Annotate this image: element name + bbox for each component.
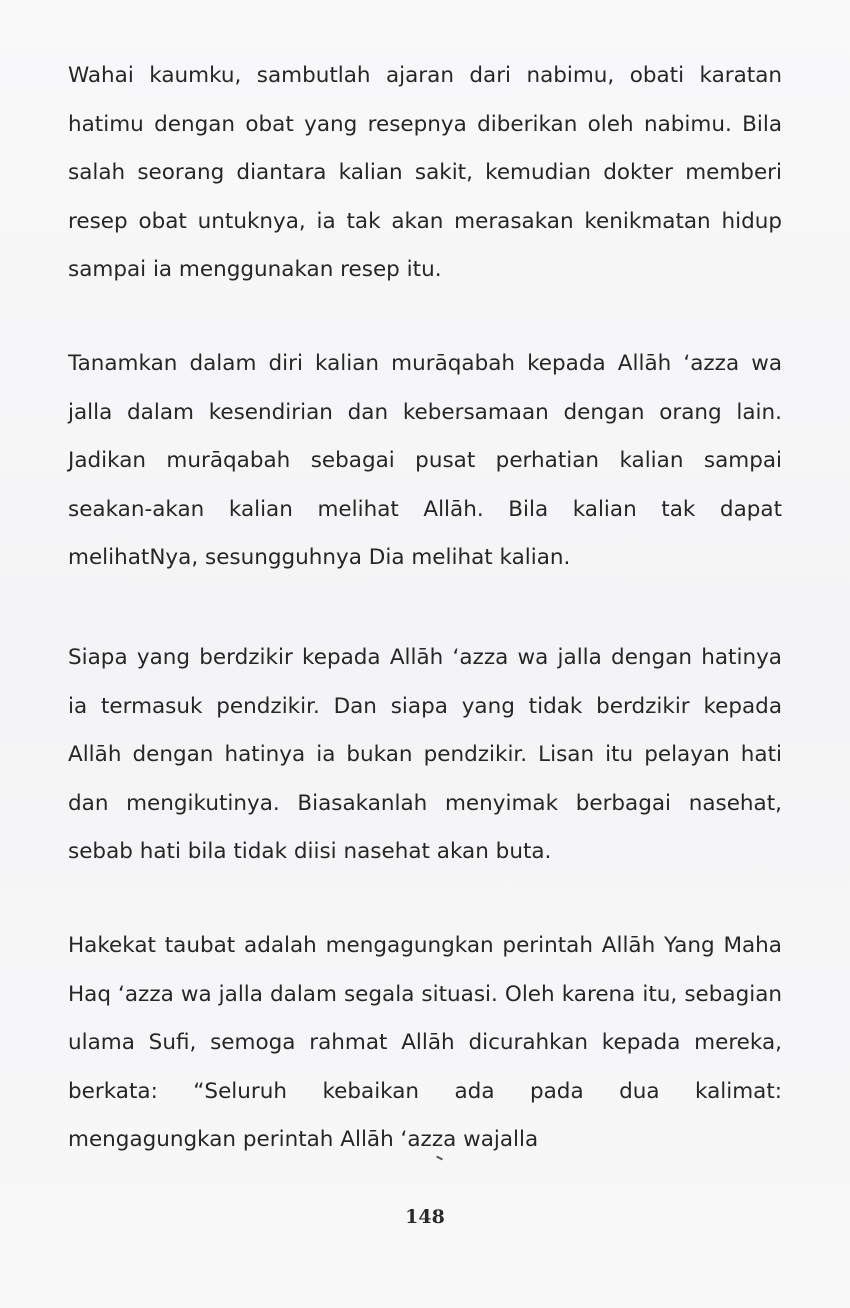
paragraph-1: Wahai kaumku, sambutlah ajaran dari nabimu, obati karatan hatimu dengan obat yang resepnya diberikan oleh nabimu. Bila salah seorang diantara kalian sakit, kemudian dokter memberi resep obat untuknya, ia tak akan merasakan kenikmatan hidup sampai ia menggunakan resep itu. [68,63,782,283]
paragraph-4: Hakekat taubat adalah mengagungkan perintah Allāh Yang Maha Haq ‘azza wa jalla dalam segala situasi. Oleh karena itu, sebagian ulama Sufi, semoga rahmat Allāh dicurahkan kepada mereka, berkata: “Seluruh kebaikan ada pada dua kalimat: mengagungkan perintah Allāh ‘azza wajalla [68,933,782,1153]
paragraph-2: Tanamkan dalam diri kalian murāqabah kepada Allāh ‘azza wa jalla dalam kesendirian dan kebersamaan dengan orang lain. Jadikan murāqabah sebagai pusat perhatian kalian sampai seakan-akan kalian melihat Allāh. Bila kalian tak dapat melihatNya, sesungguhnya Dia melihat kalian. [68,351,782,571]
page-number: 148 [405,1206,445,1228]
paragraph-3: Siapa yang berdzikir kepada Allāh ‘azza wa jalla dengan hatinya ia termasuk pendzikir. Dan siapa yang tidak berdzikir kepada Allāh dengan hatinya ia bukan pendzikir. Lisan itu pelayan hati dan mengikutinya. Biasakanlah menyimak berbagai nasehat, sebab hati bila tidak diisi nasehat akan buta. [68,645,782,865]
